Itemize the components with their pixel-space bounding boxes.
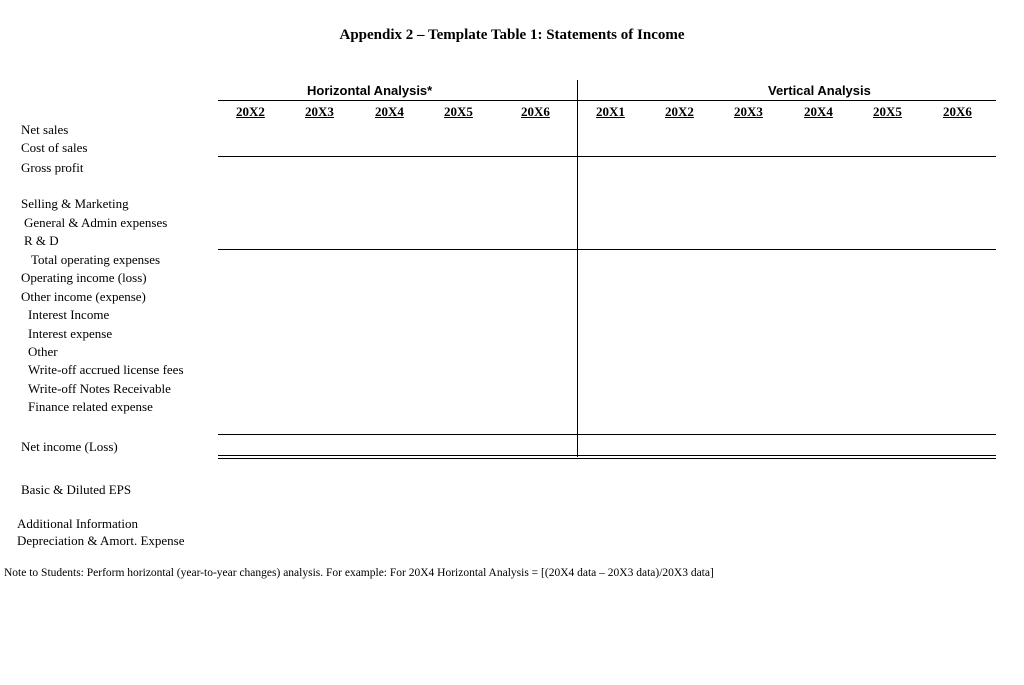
rule-before-net-income [218, 434, 996, 435]
row-label-other: Other [28, 344, 58, 359]
row-label-net-income: Net income (Loss) [21, 439, 118, 454]
row-label-total-operating-expenses: Total operating expenses [31, 252, 161, 267]
page-title: Appendix 2 – Template Table 1: Statements of Income [339, 27, 685, 43]
row-label-cost-of-sales: Cost of sales [21, 140, 88, 155]
row-label-rnd: R & D [24, 233, 59, 248]
horizontal-year-20x3: 20X3 [305, 104, 334, 119]
vertical-year-20x6: 20X6 [943, 104, 972, 119]
vertical-analysis-heading: Vertical Analysis [768, 83, 871, 98]
row-label-finance-expense: Finance related expense [28, 399, 153, 414]
row-label-gross-profit: Gross profit [21, 160, 84, 175]
vertical-year-20x2: 20X2 [665, 104, 694, 119]
rule-after-cost-of-sales [218, 156, 996, 157]
row-label-general-admin: General & Admin expenses [24, 215, 168, 230]
vertical-year-20x1: 20X1 [596, 104, 625, 119]
row-label-net-sales: Net sales [21, 122, 69, 137]
horizontal-year-20x2: 20X2 [236, 104, 265, 119]
row-label-writeoff-license-fees: Write-off accrued license fees [28, 362, 184, 377]
row-label-interest-expense: Interest expense [28, 326, 113, 341]
horizontal-year-20x4: 20X4 [375, 104, 404, 119]
double-rule-top [218, 455, 996, 456]
section-divider [577, 80, 578, 457]
header-rule [218, 100, 996, 101]
horizontal-year-20x5: 20X5 [444, 104, 473, 119]
vertical-year-20x5: 20X5 [873, 104, 902, 119]
row-label-selling-marketing: Selling & Marketing [21, 196, 129, 211]
row-label-interest-income: Interest Income [28, 307, 110, 322]
double-rule-bottom [218, 458, 996, 459]
row-label-other-income: Other income (expense) [21, 289, 146, 304]
rule-after-rnd [218, 249, 996, 250]
horizontal-year-20x6: 20X6 [521, 104, 550, 119]
note-to-students: Note to Students: Perform horizontal (year-to-year changes) analysis. For example: For 20X4 Horizontal Analysis = [(20X4 data – 20X3 data)/20X3 data] [4, 567, 714, 579]
horizontal-analysis-heading: Horizontal Analysis* [307, 83, 433, 98]
row-label-operating-income: Operating income (loss) [21, 270, 147, 285]
vertical-year-20x4: 20X4 [804, 104, 833, 119]
additional-information-label: Additional Information [17, 516, 138, 531]
vertical-year-20x3: 20X3 [734, 104, 763, 119]
row-label-eps: Basic & Diluted EPS [21, 482, 132, 497]
row-label-depreciation: Depreciation & Amort. Expense [17, 533, 185, 548]
row-label-writeoff-notes-receivable: Write-off Notes Receivable [28, 381, 171, 396]
